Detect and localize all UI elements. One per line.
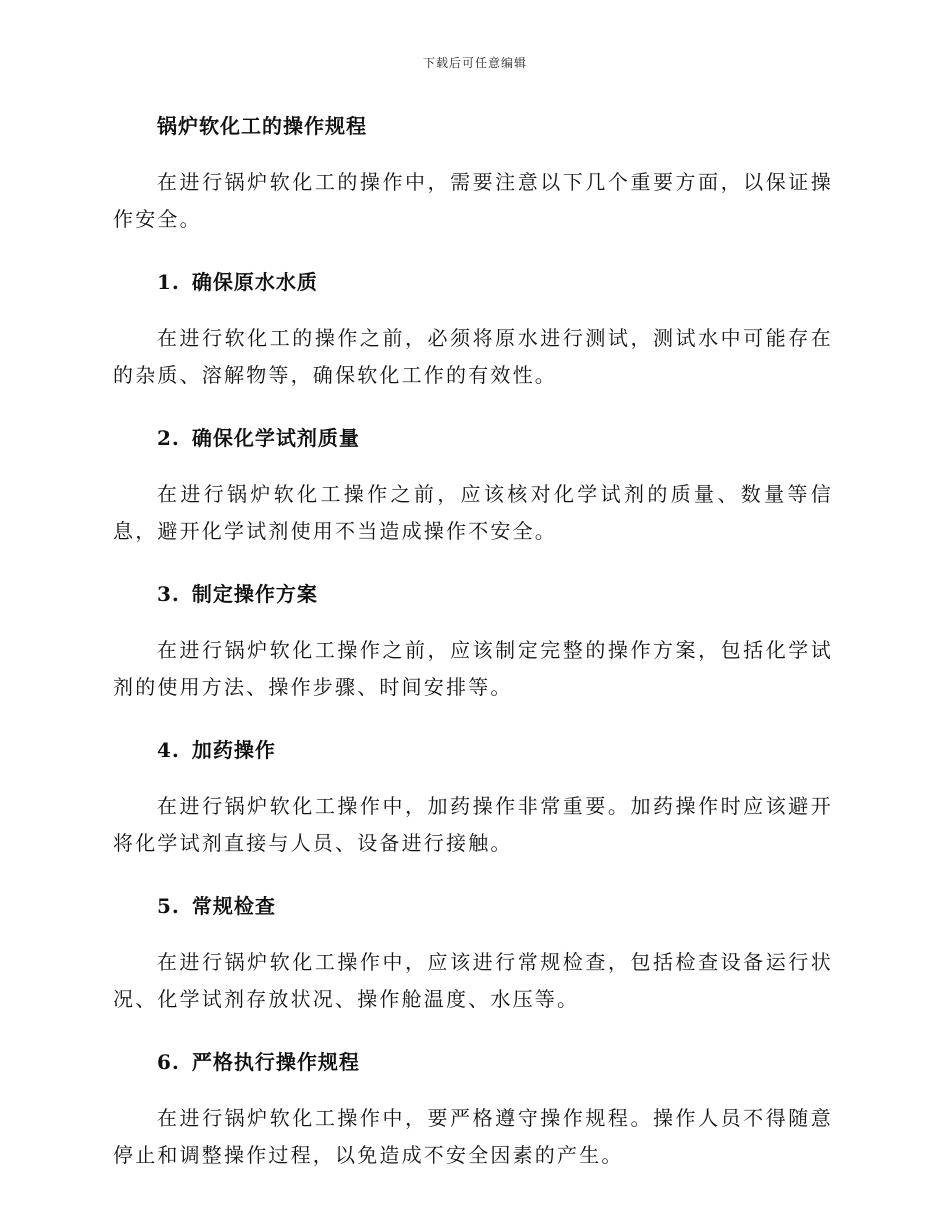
- section-3-heading: [113, 576, 833, 612]
- section-4-paragraph: 在进行锅炉软化工操作中，加药操作非常重要。加药操作时应该避开将化学试剂直接与人员、设备进行接触。: [113, 794, 833, 855]
- section-3-paragraph: 在进行锅炉软化工操作之前，应该制定完整的操作方案，包括化学试剂的使用方法、操作步骤、时间安排等。: [113, 638, 833, 699]
- section-1-paragraph: 在进行软化工的操作之前，必须将原水进行测试，测试水中可能存在的杂质、溶解物等，确保软化工作的有效性。: [113, 326, 833, 387]
- section-title-text: 常规检查: [191, 894, 276, 918]
- section-5-heading: [113, 888, 833, 924]
- section-title-text: 确保化学试剂质量: [191, 426, 360, 450]
- section-title-text: 制定操作方案: [191, 582, 318, 606]
- intro-paragraph: 在进行锅炉软化工的操作中，需要注意以下几个重要方面，以保证操作安全。: [113, 170, 833, 231]
- section-6-heading: [113, 1044, 833, 1080]
- document-title: 锅炉软化工的操作规程: [157, 114, 367, 138]
- section-number: 3.: [157, 582, 180, 606]
- section-title-text: 加药操作: [191, 738, 276, 762]
- section-2-paragraph: 在进行锅炉软化工操作之前，应该核对化学试剂的质量、数量等信息，避开化学试剂使用不当造成操作不安全。: [113, 482, 833, 543]
- section-6-paragraph: 在进行锅炉软化工操作中，要严格遵守操作规程。操作人员不得随意停止和调整操作过程，以免造成不安全因素的产生。: [113, 1106, 833, 1167]
- document-body: [113, 108, 833, 1200]
- section-title-text: 确保原水水质: [191, 270, 318, 294]
- section-number: 4.: [157, 738, 180, 762]
- section-number: 2.: [157, 426, 180, 450]
- section-number: 6.: [157, 1050, 180, 1074]
- section-2-heading: [113, 420, 833, 456]
- section-5-paragraph: 在进行锅炉软化工操作中，应该进行常规检查，包括检查设备运行状况、化学试剂存放状况、操作舱温度、水压等。: [113, 950, 833, 1011]
- section-title-text: 严格执行操作规程: [191, 1050, 360, 1074]
- section-4-heading: [113, 732, 833, 768]
- section-number: 5.: [157, 894, 180, 918]
- section-number: 1.: [157, 270, 180, 294]
- section-1-heading: [113, 264, 833, 300]
- header-note: 下载后可任意编辑: [422, 56, 527, 70]
